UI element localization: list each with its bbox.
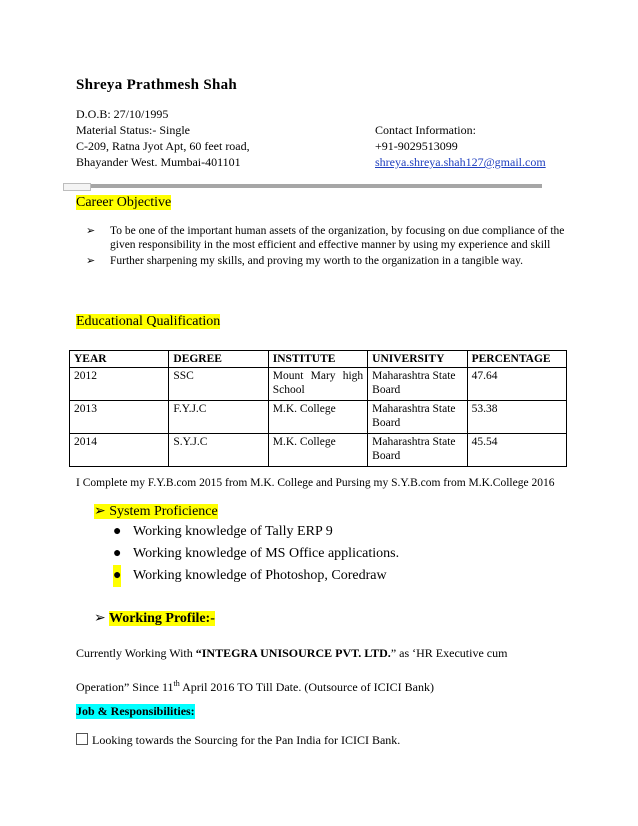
table-cell: 45.54 — [467, 434, 566, 467]
bullet-text: Further sharpening my skills, and proving my worth to the organization in a tangible way. — [110, 255, 523, 267]
education-heading — [76, 314, 220, 330]
dob: D.O.B: 27/10/1995 — [76, 107, 169, 121]
email-link[interactable]: shreya.shreya.shah127@gmail.com — [375, 155, 546, 169]
system-proficience-heading — [94, 503, 218, 520]
bullet-text: To be one of the important human assets of the organization, by focusing on due compliance of the given responsibility in the most efficient and effective manner by using my experience and skill — [110, 225, 565, 251]
column-header: PERCENTAGE — [467, 351, 566, 368]
responsibility-text: Looking towards the Sourcing for the Pan India for ICICI Bank. — [92, 733, 401, 747]
dot-bullet-icon: ● — [113, 565, 121, 587]
career-objective-label: Career Objective — [76, 195, 172, 210]
list-item — [113, 565, 399, 587]
list-item — [113, 521, 399, 543]
address-line-1: C-209, Ratna Jyot Apt, 60 feet road, — [76, 139, 250, 153]
education-note: I Complete my F.Y.B.com 2015 from M.K. College and Pursing my S.Y.B.com from M.K.College 2016 — [76, 477, 555, 489]
table-cell: 47.64 — [467, 368, 566, 401]
table-cell: Maharashtra State Board — [368, 401, 467, 434]
rule-handle — [63, 183, 91, 191]
working-profile-label: Working Profile:- — [108, 611, 215, 626]
contact-info — [375, 122, 546, 170]
table-cell: 53.38 — [467, 401, 566, 434]
job-responsibilities-heading: Job & Responsibilities: — [76, 704, 195, 718]
table-cell: M.K. College — [268, 434, 367, 467]
table-row — [70, 401, 567, 434]
arrow-bullet-icon: ➢ — [86, 255, 96, 267]
table-cell: M.K. College — [268, 401, 367, 434]
work-line-1 — [76, 646, 507, 661]
marital-status: Material Status:- Single — [76, 123, 190, 137]
skill-text: Working knowledge of Tally ERP 9 — [133, 524, 333, 539]
table-row — [70, 434, 567, 467]
career-bullets — [86, 224, 566, 270]
system-skills-list — [113, 521, 399, 587]
box-icon — [76, 733, 88, 745]
company-name: “INTEGRA UNISOURCE PVT. LTD. — [195, 646, 391, 660]
table-cell: SSC — [169, 368, 268, 401]
personal-info — [76, 106, 250, 170]
table-cell: F.Y.J.C — [169, 401, 268, 434]
work-text: April 2016 TO Till Date. (Outsource of ICICI Bank) — [179, 680, 434, 694]
horizontal-rule — [70, 184, 542, 188]
career-objective-heading — [76, 195, 171, 211]
skill-text: Working knowledge of Photoshop, Coredraw — [133, 568, 387, 583]
dot-bullet-icon: ● — [113, 546, 122, 561]
responsibility-item — [76, 733, 400, 748]
table-cell: S.Y.J.C — [169, 434, 268, 467]
arrow-bullet-icon: ➢ — [86, 225, 96, 237]
education-table — [69, 350, 567, 467]
table-header-row — [70, 351, 567, 368]
arrow-bullet-icon: ➢ — [94, 504, 106, 519]
address-line-2: Bhayander West. Mumbai-401101 — [76, 155, 241, 169]
table-cell: 2012 — [70, 368, 169, 401]
table-cell: Maharashtra State Board — [368, 434, 467, 467]
list-item — [86, 254, 566, 268]
table-cell: 2014 — [70, 434, 169, 467]
work-line-2 — [76, 679, 434, 695]
table-row — [70, 368, 567, 401]
column-header: DEGREE — [169, 351, 268, 368]
system-heading-label: System Proficience — [109, 504, 218, 519]
list-item — [86, 224, 566, 252]
ordinal-suffix: th — [173, 679, 180, 688]
column-header: YEAR — [70, 351, 169, 368]
table-cell: 2013 — [70, 401, 169, 434]
candidate-name: Shreya Prathmesh Shah — [76, 77, 238, 93]
column-header: UNIVERSITY — [368, 351, 467, 368]
phone-number: +91-9029513099 — [375, 139, 458, 153]
contact-label: Contact Information: — [375, 123, 476, 137]
column-header: INSTITUTE — [268, 351, 367, 368]
education-label: Educational Qualification — [76, 314, 221, 329]
work-text: ” as ‘HR Executive cum — [390, 646, 508, 660]
arrow-bullet-icon: ➢ — [94, 611, 106, 626]
work-text: Operation” Since 11 — [76, 680, 174, 694]
dot-bullet-icon: ● — [113, 524, 122, 539]
list-item — [113, 543, 399, 565]
working-profile-heading — [94, 610, 215, 627]
work-text: Currently Working With — [76, 646, 196, 660]
table-cell: Maharashtra State Board — [368, 368, 467, 401]
table-cell: Mount Mary high School — [268, 368, 367, 401]
skill-text: Working knowledge of MS Office applications. — [133, 546, 400, 561]
